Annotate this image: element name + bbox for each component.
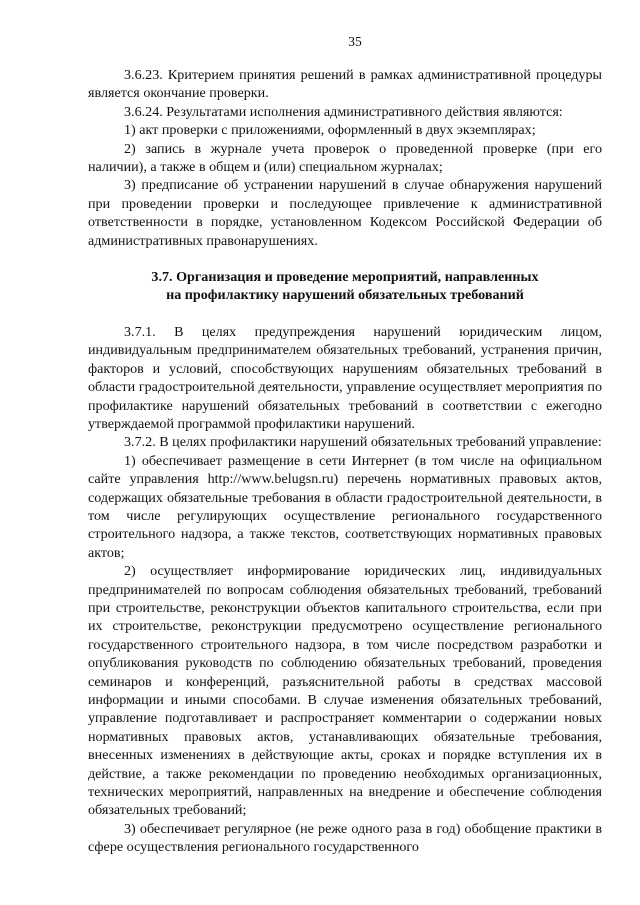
section-title-line-1: 3.7. Организация и проведение мероприятий, направленных — [151, 269, 539, 286]
paragraph-3-6-24: 3.6.24. Результатами исполнения административного действия являются: — [124, 103, 563, 120]
list-item-act: 1) акт проверки с приложениями, оформленный в двух экземплярах; — [124, 122, 536, 139]
list-item-order: 3) предписание об устранении нарушений в случае обнаружения нарушений при проведении проверки и последующее привлечение к административной ответственности в порядке, установленном Кодексом Российской Федерации об административных правонарушениях. — [88, 177, 602, 249]
paragraph-3-7-1: 3.7.1. В целях предупреждения нарушений юридическим лицом, индивидуальным предпринимателем обязательных требований, устранения причин, факторов и условий, способствующих нарушениям обязательных требований в области градостроительной деятельности, управление осуществляет мероприятия по профилактике нарушений обязательных требований в соответствии с ежегодно утверждаемой программой профилактики нарушений. — [88, 323, 602, 432]
paragraph-3-6-23: 3.6.23. Критерием принятия решений в рамках административной процедуры является окончание проверки. — [88, 67, 602, 102]
list-item-internet: 1) обеспечивает размещение в сети Интернет (в том числе на официальном сайте управления http://www.belugsn.ru) перечень нормативных правовых актов, содержащих обязательные требования в области градостроительной деятельности, в том числе регулирующих осуществление регионального государственного строительного надзора, а также текстов, соответствующих нормативных правовых актов; — [88, 452, 602, 561]
page-number: 35 — [348, 34, 362, 49]
list-item-generalization: 3) обеспечивает регулярное (не реже одного раза в год) обобщение практики в сфере осуществления регионального государственного — [88, 820, 602, 856]
section-title-line-2: на профилактику нарушений обязательных требований — [166, 287, 524, 304]
section-title — [88, 268, 602, 305]
list-item-informing: 2) осуществляет информирование юридических лиц, индивидуальных предпринимателей по вопросам соблюдения обязательных требований, требований при строительстве, реконструкции объектов капитального строительства, если при их строительстве, реконструкции предусмотрено осуществление регионального государственного строительного надзора, в том числе посредством разработки и опубликования руководств по соблюдению обязательных требований, проведения семинаров и конференций, разъяснительной работы в средствах массовой информации и иными способами. В случае изменения обязательных требований, управление подготавливает и распространяет комментарии о содержании новых нормативных правовых актов, устанавливающих обязательные требования, внесенных изменениях в действующие акты, сроках и порядке вступления их в действие, а также рекомендации по проведению необходимых организационных, технических мероприятий, направленных на внедрение и обеспечение соблюдения обязательных требований; — [88, 563, 602, 819]
list-item-journal: 2) запись в журнале учета проверок о проведенной проверке (при его наличии), а также в общем и (или) специальном журналах; — [88, 140, 602, 176]
paragraph-3-7-2: 3.7.2. В целях профилактики нарушений обязательных требований управление: — [124, 434, 602, 451]
